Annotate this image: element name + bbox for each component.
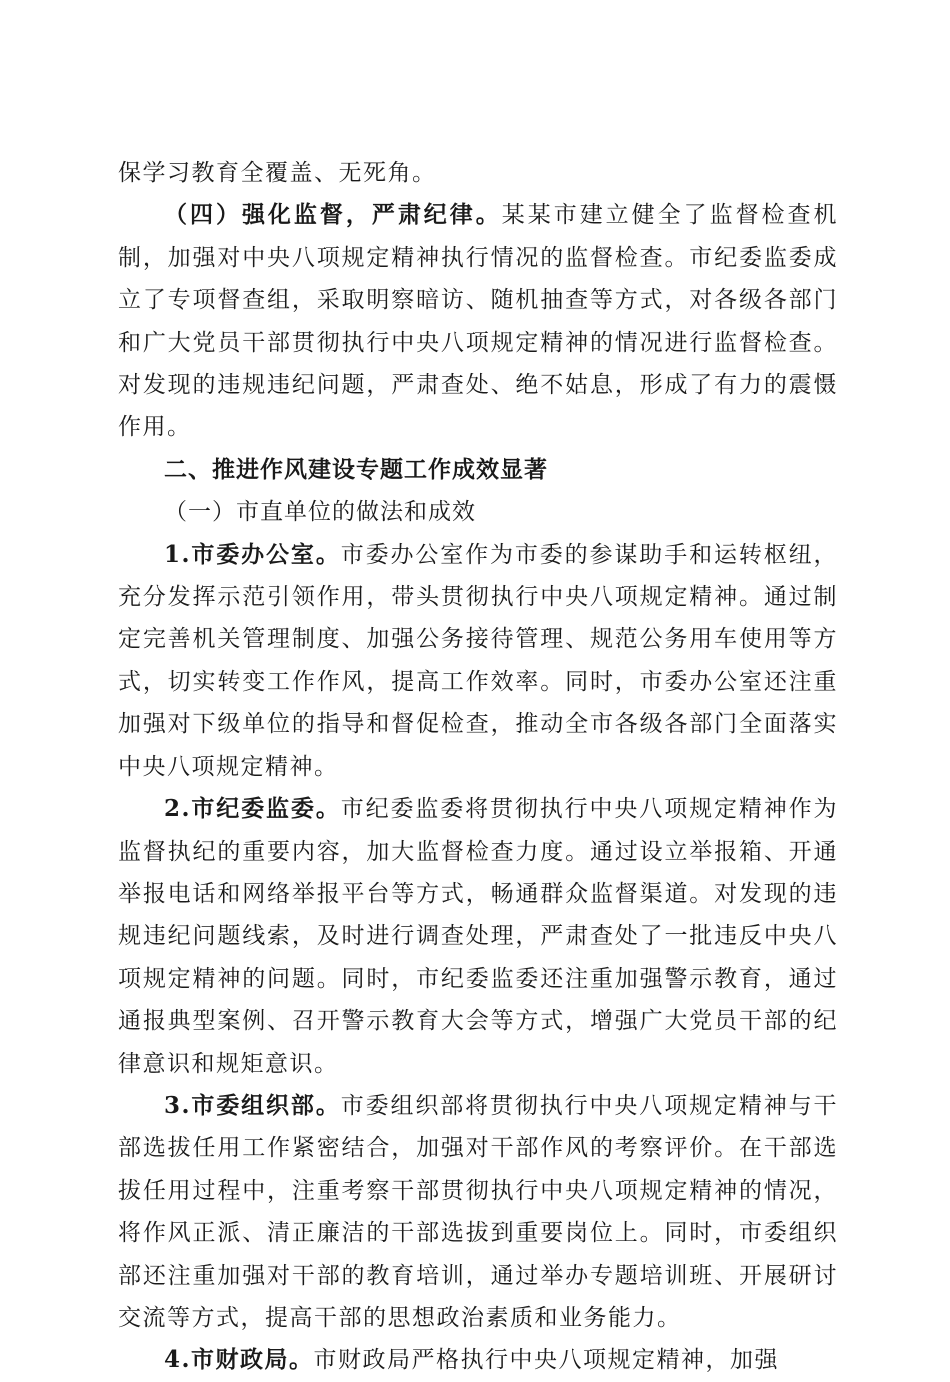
paragraph-text: 市纪委监委将贯彻执行中央八项规定精神作为监督执纪的重要内容，加大监督检查力度。通过设立举报箱、开通举报电话和网络举报平台等方式，畅通群众监督渠道。对发现的违规违纪问题线索，及时进行调查处理，严肃查处了一批违反中央八项规定精神的问题。同时，市纪委监委还注重加强警示教育，通过通报典型案例、召开警示教育大会等方式，增强广大党员干部的纪律意识和规矩意识。 bbox=[118, 796, 838, 1077]
paragraph-party-office bbox=[118, 534, 838, 788]
paragraph-text: 保学习教育全覆盖、无死角。 bbox=[118, 160, 437, 186]
paragraph-text: 市财政局严格执行中央八项规定精神，加强 bbox=[313, 1347, 780, 1374]
paragraph-continuation bbox=[118, 152, 838, 194]
paragraph-text: 某某市建立健全了监督检查机制，加强对中央八项规定精神执行情况的监督检查。市纪委监委成立了专项督查组，采取明察暗访、随机抽查等方式，对各级各部门和广大党员干部贯彻执行中央八项规定精神的情况进行监督检查。对发现的违规违纪问题，严肃查处、绝不姑息，形成了有力的震慑作用。 bbox=[118, 202, 839, 441]
section-heading: 二、推进作风建设专题工作成效显著 bbox=[164, 456, 548, 483]
paragraph-discipline-commission bbox=[118, 788, 838, 1085]
paragraph-lead: 4.市财政局。 bbox=[164, 1346, 314, 1374]
paragraph-organization-dept bbox=[118, 1085, 838, 1339]
subsection-heading: （一）市直单位的做法和成效 bbox=[164, 499, 476, 526]
paragraph-text: 市委组织部将贯彻执行中央八项规定精神与干部选拔任用工作紧密结合，加强对干部作风的考察评价。在干部选拔任用过程中，注重考察干部贯彻执行中央八项规定精神的情况，将作风正派、清正廉洁的干部选拔到重要岗位上。同时，市委组织部还注重加强对干部的教育培训，通过举办专题培训班、开展研讨交流等方式，提高干部的思想政治素质和业务能力。 bbox=[118, 1092, 838, 1331]
document-page bbox=[118, 152, 838, 1382]
paragraph-lead: （四）强化监督，严肃纪律。 bbox=[164, 201, 502, 229]
paragraph-finance-bureau bbox=[118, 1339, 838, 1381]
paragraph-lead: 3.市委组织部。 bbox=[164, 1091, 341, 1119]
paragraph-supervision bbox=[118, 194, 838, 448]
paragraph-lead: 1.市委办公室。 bbox=[164, 540, 341, 568]
paragraph-text: 市委办公室作为市委的参谋助手和运转枢纽，充分发挥示范引领作用，带头贯彻执行中央八项规定精神。通过制定完善机关管理制度、加强公务接待管理、规范公务用车使用等方式，切实转变工作作风，提高工作效率。同时，市委办公室还注重加强对下级单位的指导和督促检查，推动全市各级各部门全面落实中央八项规定精神。 bbox=[118, 541, 838, 780]
paragraph-lead: 2.市纪委监委。 bbox=[164, 795, 341, 823]
